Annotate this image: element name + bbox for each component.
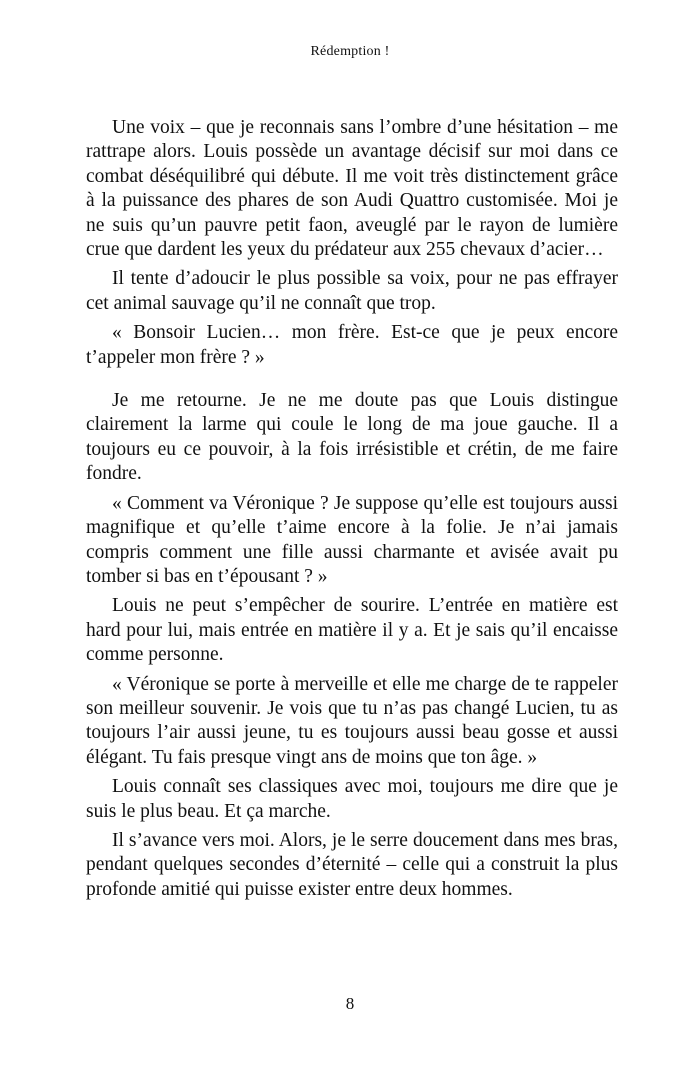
running-header: Rédemption ! (310, 44, 390, 59)
page-number: 8 (345, 994, 355, 1013)
paragraph-6: Louis ne peut s’empêcher de sourire. L’entrée en matière est hard pour lui, mais entrée en matière il y a. Et je sais qu’il encaisse comme personne. (86, 595, 618, 666)
body-text (86, 116, 618, 907)
paragraph-4: Je me retourne. Je ne me doute pas que Louis distingue clairement la larme qui coule le long de ma joue gauche. Il a toujours eu ce pouvoir, à la fois irrésistible et crétin, de me faire fondre. (86, 390, 618, 485)
paragraph-1: Une voix – que je reconnais sans l’ombre d’une hésitation – me rattrape alors. Louis possède un avantage décisif sur moi dans ce combat déséquilibré qui débute. Il me voit très distinctement grâce à la puissance des phares de son Audi Quattro customisée. Moi je ne suis qu’un pauvre petit faon, aveuglé par le rayon de lumière crue que dardent les yeux du prédateur aux 255 chevaux d’acier… (86, 117, 618, 261)
paragraph-8: Louis connaît ses classiques avec moi, toujours me dire que je suis le plus beau. Et ça marche. (86, 776, 618, 822)
paragraph-9: Il s’avance vers moi. Alors, je le serre doucement dans mes bras, pendant quelques secondes d’éternité – celle qui a construit la plus profonde amitié qui puisse exister entre deux hommes. (86, 829, 618, 900)
paragraph-2: Il tente d’adoucir le plus possible sa voix, pour ne pas effrayer cet animal sauvage qu’il ne connaît que trop. (86, 268, 618, 314)
paragraph-3: « Bonsoir Lucien… mon frère. Est-ce que je peux encore t’appeler mon frère ? » (86, 322, 618, 368)
paragraph-7: « Véronique se porte à merveille et elle me charge de te rappeler son meilleur souvenir. Je vois que tu n’as pas changé Lucien, tu as toujours l’air aussi jeune, tu es toujours aussi beau gosse et aussi élégant. Tu fais presque vingt ans de moins que ton âge. » (86, 673, 618, 768)
paragraph-5: « Comment va Véronique ? Je suppose qu’elle est toujours aussi magnifique et qu’elle t’aime encore à la folie. Je n’ai jamais compris comment une fille aussi charmante et avisée avait pu tomber si bas en t’épousant ? » (86, 492, 618, 587)
